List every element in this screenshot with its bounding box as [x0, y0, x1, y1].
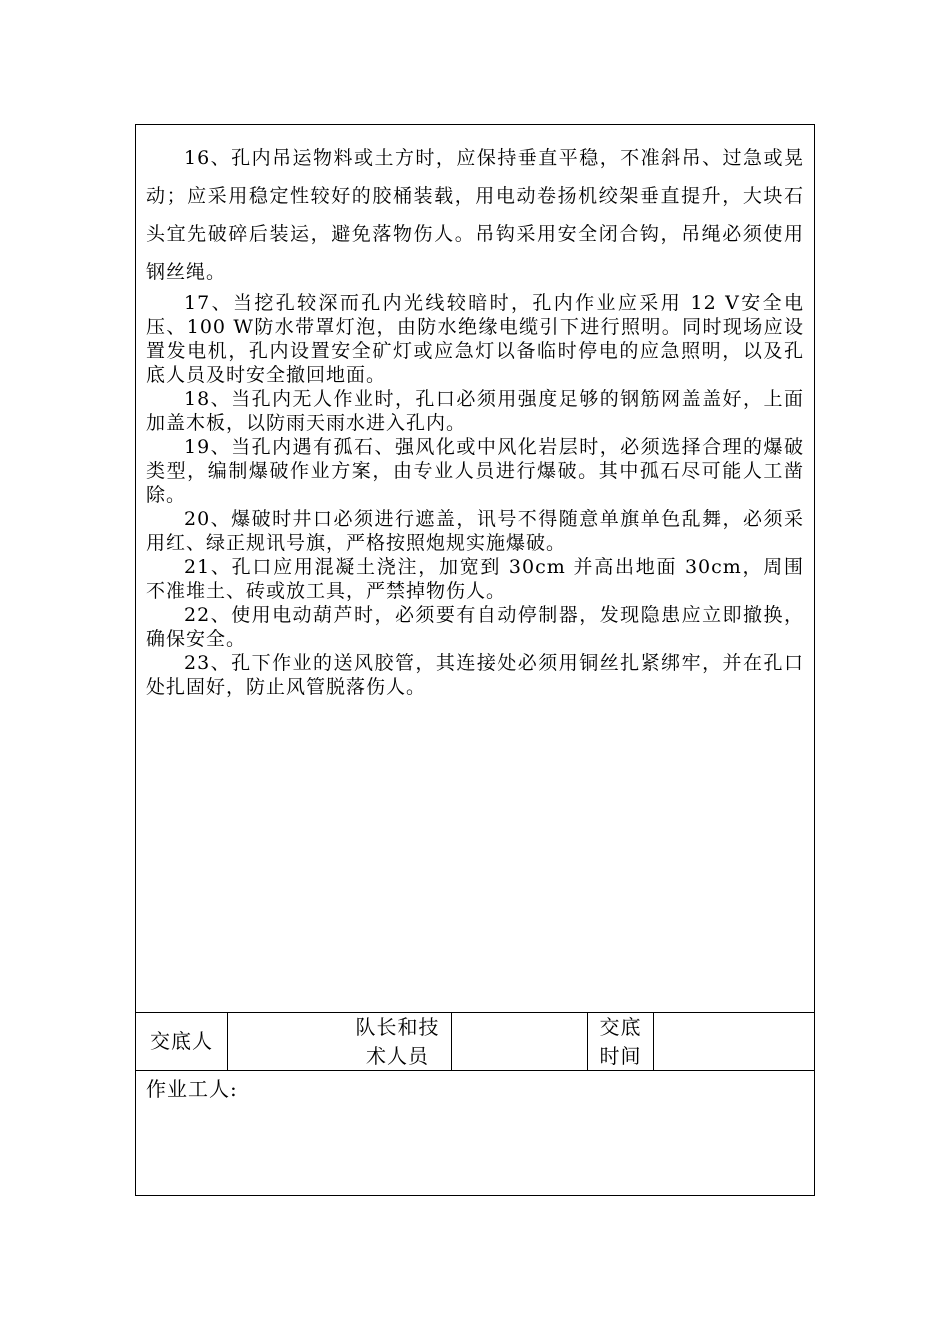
- time-label: [588, 1013, 654, 1070]
- leader-label: [344, 1013, 452, 1070]
- presenter-label: 交底人: [136, 1013, 228, 1070]
- clause-23: 23、孔下作业的送风胶管，其连接处必须用铜丝扎紧绑牢，并在孔口处扎固好，防止风管脱落伤人。: [146, 652, 804, 698]
- leader-label-line1: 队长和技: [355, 1014, 440, 1039]
- workers-label: 作业工人:: [146, 1077, 238, 1101]
- workers-cell: [136, 1071, 814, 1195]
- time-label-line1: 交底: [599, 1014, 642, 1039]
- clause-16: 16、孔内吊运物料或土方时，应保持垂直平稳，不准斜吊、过急或晃动；应采用稳定性较好的胶桶装载，用电动卷扬机绞架垂直提升，大块石头宜先破碎后装运，避免落物伤人。吊钩采用安全闭合钩，吊绳必须使用钢丝绳。: [146, 147, 804, 283]
- clause-18: 18、当孔内无人作业时，孔口必须用强度足够的钢筋网盖盖好，上面加盖木板，以防雨天雨水进入孔内。: [146, 388, 804, 434]
- clause-19: 19、当孔内遇有孤石、强风化或中风化岩层时，必须选择合理的爆破类型，编制爆破作业方案，由专业人员进行爆破。其中孤石尽可能人工凿除。: [146, 436, 804, 506]
- clause-20: 20、爆破时井口必须进行遮盖，讯号不得随意单旗单色乱舞，必须采用红、绿正规讯号旗，严格按照炮规实施爆破。: [146, 508, 804, 554]
- clause-21: 21、孔口应用混凝土浇注，加宽到 30cm 并高出地面 30cm，周围不准堆土、砖或放工具，严禁掉物伤人。: [146, 556, 804, 602]
- time-label-line2: 时间: [599, 1043, 642, 1068]
- disclosure-table: [135, 124, 815, 1196]
- time-field[interactable]: [654, 1013, 814, 1070]
- leader-field[interactable]: [452, 1013, 588, 1070]
- leader-label-line2: 术人员: [366, 1043, 429, 1068]
- clause-22: 22、使用电动葫芦时，必须要有自动停制器，发现隐患应立即撤换，确保安全。: [146, 604, 804, 650]
- safety-content-cell: [136, 125, 814, 1013]
- signature-row: [136, 1013, 814, 1071]
- clause-17: 17、当挖孔较深而孔内光线较暗时，孔内作业应采用 12 V安全电压、100 W防水带罩灯泡，由防水绝缘电缆引下进行照明。同时现场应设置发电机，孔内设置安全矿灯或应急灯以备临时停电的应急照明，以及孔底人员及时安全撤回地面。: [146, 292, 804, 386]
